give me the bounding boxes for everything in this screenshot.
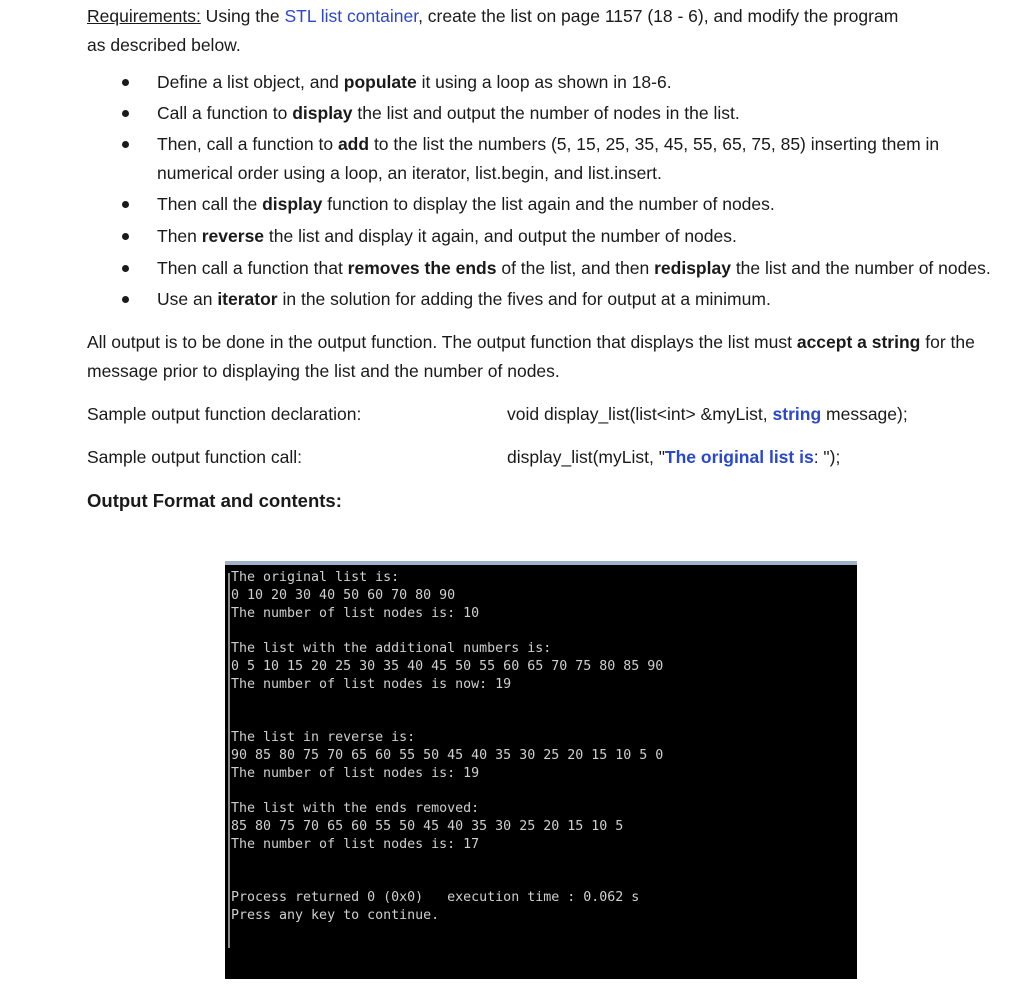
- console-line: [231, 854, 663, 872]
- list-item: Then call a function that removes the ends of the list, and then redisplay the list and the number of nodes.: [87, 254, 1007, 283]
- output-paragraph: All output is to be done in the output function. The output function that displays the list must accept a string for the message prior to displaying the list and the number of nodes.: [87, 332, 975, 381]
- requirements-list: [87, 68, 1007, 314]
- console-line: 0 5 10 15 20 25 30 35 40 45 50 55 60 65 70 75 80 85 90: [231, 658, 664, 674]
- intro-text: Using the: [200, 6, 285, 26]
- intro-text-post: , create the list on page 1157 (18 - 6), and modify the program: [418, 6, 899, 26]
- console-line: The list with the additional numbers is:: [231, 641, 552, 657]
- bullet-icon: [122, 265, 129, 272]
- intro-text-line2: as described below.: [87, 35, 241, 55]
- sample-call-label: Sample output function call:: [87, 447, 302, 467]
- console-line: [231, 783, 663, 801]
- console-line: [231, 622, 663, 640]
- sample-declaration-label: Sample output function declaration:: [87, 404, 362, 424]
- stl-list-link[interactable]: STL list container: [284, 6, 419, 26]
- list-item: Then call the display function to display the list again and the number of nodes.: [87, 190, 1007, 219]
- console-line: The number of list nodes is: 19: [231, 765, 480, 781]
- requirements-label: Requirements:: [87, 6, 201, 26]
- console-line: [231, 711, 663, 729]
- sample-call-row: [87, 443, 1007, 472]
- output-format-heading: Output Format and contents:: [87, 490, 342, 511]
- console-line: 90 85 80 75 70 65 60 55 50 45 40 35 30 25 20 15 10 5 0: [231, 747, 664, 763]
- console-line: 0 10 20 30 40 50 60 70 80 90: [231, 587, 456, 603]
- bullet-icon: [122, 296, 129, 303]
- console-line: [231, 872, 663, 890]
- list-item: Use an iterator in the solution for adding the fives and for output at a minimum.: [87, 285, 1007, 314]
- requirements-intro: [87, 2, 1007, 60]
- console-line: The number of list nodes is now: 19: [231, 676, 512, 692]
- sample-declaration-code: void display_list(list<int> &myList, string message);: [507, 404, 908, 424]
- bullet-icon: [122, 201, 129, 208]
- console-output: [231, 569, 663, 925]
- sample-declaration-row: [87, 400, 1007, 429]
- console-line: Process returned 0 (0x0) execution time : 0.062 s: [231, 890, 640, 906]
- list-item: Then, call a function to add to the list the numbers (5, 15, 25, 35, 45, 55, 65, 75, 85) inserting them in numerical order using a loop, an iterator, list.begin, and list.insert.: [87, 130, 1007, 188]
- bullet-icon: [122, 233, 129, 240]
- bullet-icon: [122, 110, 129, 117]
- bullet-icon: [122, 141, 129, 148]
- list-item: Call a function to display the list and output the number of nodes in the list.: [87, 99, 1007, 128]
- console-line: [231, 694, 663, 712]
- list-item: Then reverse the list and display it again, and output the number of nodes.: [87, 222, 1007, 251]
- bullet-icon: [122, 79, 129, 86]
- console-line: The list with the ends removed:: [231, 801, 480, 817]
- console-screenshot: [225, 561, 857, 979]
- console-line: Press any key to continue.: [231, 908, 440, 924]
- console-line: 85 80 75 70 65 60 55 50 45 40 35 30 25 20 15 10 5: [231, 819, 624, 835]
- console-line: The number of list nodes is: 10: [231, 605, 480, 621]
- console-left-border: [228, 573, 230, 948]
- document-page: [87, 0, 1007, 515]
- console-line: The original list is:: [231, 570, 400, 585]
- sample-call-code: display_list(myList, "The original list is: ");: [507, 447, 841, 467]
- list-item: Define a list object, and populate it using a loop as shown in 18-6.: [87, 68, 1007, 97]
- console-line: The number of list nodes is: 17: [231, 836, 480, 852]
- console-line: The list in reverse is:: [231, 730, 416, 746]
